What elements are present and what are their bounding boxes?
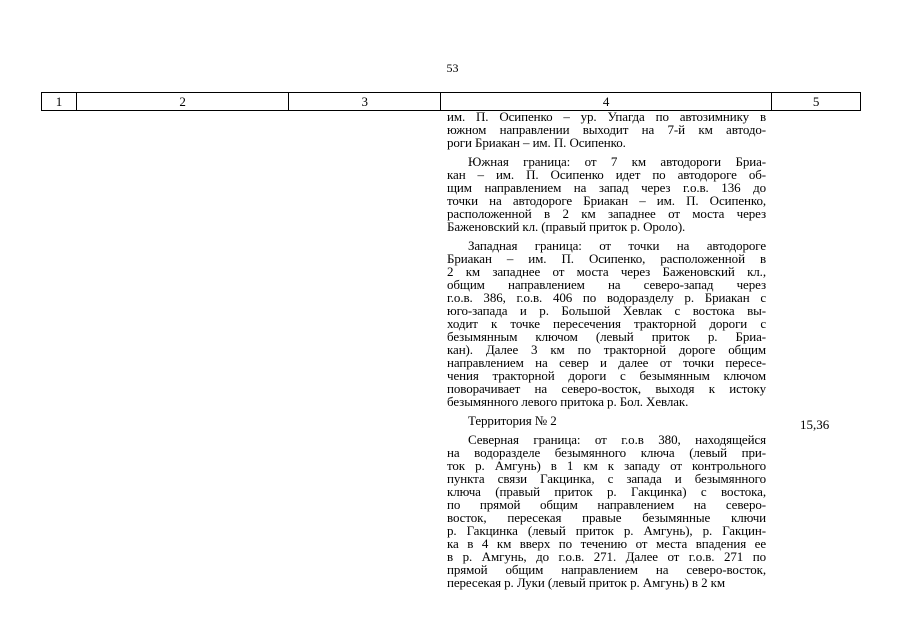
description-line: чения тракторной дороги с безымянным ключом (447, 368, 766, 383)
table-header-col-5: 5 (812, 94, 820, 109)
description-line: кан – им. П. Осипенко идет по автодороге об- (447, 167, 766, 182)
description-line: точки на автодороге Бриакан – им. П. Осипенко, (447, 193, 766, 208)
description-line: по прямой общим направлением на северо- (447, 497, 766, 512)
description-line: Бриакан – им. П. Осипенко, расположенной в (447, 251, 766, 266)
page-number: 53 (446, 61, 459, 75)
description-line: ключа (правый приток р. Гакцинка) с востока, (447, 484, 766, 499)
table-header-col-4: 4 (441, 93, 772, 110)
territory-area-value: 15,36 (800, 417, 830, 432)
description-line: кан). Далее 3 км по тракторной дороге общим (447, 342, 766, 357)
description-paragraph (447, 414, 766, 427)
description-line: 2 км западнее от моста через Баженовский кл., (447, 264, 766, 279)
description-line: Баженовский кл. (правый приток р. Ороло). (447, 219, 686, 234)
description-line: восток, пересекая правые безымянные ключи (447, 510, 766, 525)
description-line: Территория № 2 (468, 413, 557, 428)
description-line: общим направлением на северо-запад через (447, 277, 766, 292)
table-header-col-2: 2 (77, 93, 289, 110)
description-line: пункта связи Гакцинка, с запада и безымянного (447, 471, 766, 486)
description-line: поворачивает на северо-восток, выходя к истоку (447, 381, 766, 396)
description-paragraph (447, 155, 766, 233)
description-line: Западная граница: от точки на автодороге (468, 238, 766, 253)
description-line: на водоразделе безымянного ключа (левый при- (447, 445, 766, 460)
description-line: Северная граница: от г.о.в 380, находящейся (468, 432, 766, 447)
description-line: расположенной в 2 км западнее от моста через (447, 206, 766, 221)
boundary-description-column (447, 110, 766, 589)
description-line: ток р. Амгунь) в 1 км к западу от контрольного (447, 458, 766, 473)
table-header-col-3: 3 (289, 93, 441, 110)
description-line: им. П. Осипенко – ур. Упагда по автозимнику в (447, 109, 766, 124)
description-line: пересекая р. Луки (левый приток р. Амгунь) в 2 км (447, 575, 726, 590)
description-paragraph (447, 433, 766, 589)
description-line: Южная граница: от 7 км автодороги Бриа- (468, 154, 766, 169)
description-line: безымянным ключом (левый приток р. Бриа- (447, 329, 766, 344)
description-line: южном направлении выходит на 7-й км автодо- (447, 122, 766, 137)
description-line: ходит к точке пересечения тракторной дороги с (447, 316, 766, 331)
description-line: щим направлением на запад через г.о.в. 136 до (447, 180, 766, 195)
description-line: ка в 4 км вверх по течению от места впадения ее (447, 536, 766, 551)
description-line: направлением на север и далее от точки пересе- (447, 355, 766, 370)
description-line: в р. Амгунь, до г.о.в. 271. Далее от г.о.в. 271 по (447, 549, 766, 564)
description-line: р. Гакцинка (левый приток р. Амгунь), р. Гакцин- (447, 523, 766, 538)
description-line: безымянного левого притока р. Бол. Хевлак. (447, 394, 689, 409)
table-header-col-1: 1 (42, 93, 77, 110)
description-paragraph (447, 110, 766, 149)
description-line: роги Бриакан – им. П. Осипенко. (447, 135, 626, 150)
description-paragraph (447, 239, 766, 408)
description-line: г.о.в. 386, г.о.в. 406 по водоразделу р. Бриакан с (447, 290, 766, 305)
description-line: прямой общим направлением на северо-восток, (447, 562, 766, 577)
description-line: юго-запада и р. Большой Хевлак с востока вы- (447, 303, 766, 318)
